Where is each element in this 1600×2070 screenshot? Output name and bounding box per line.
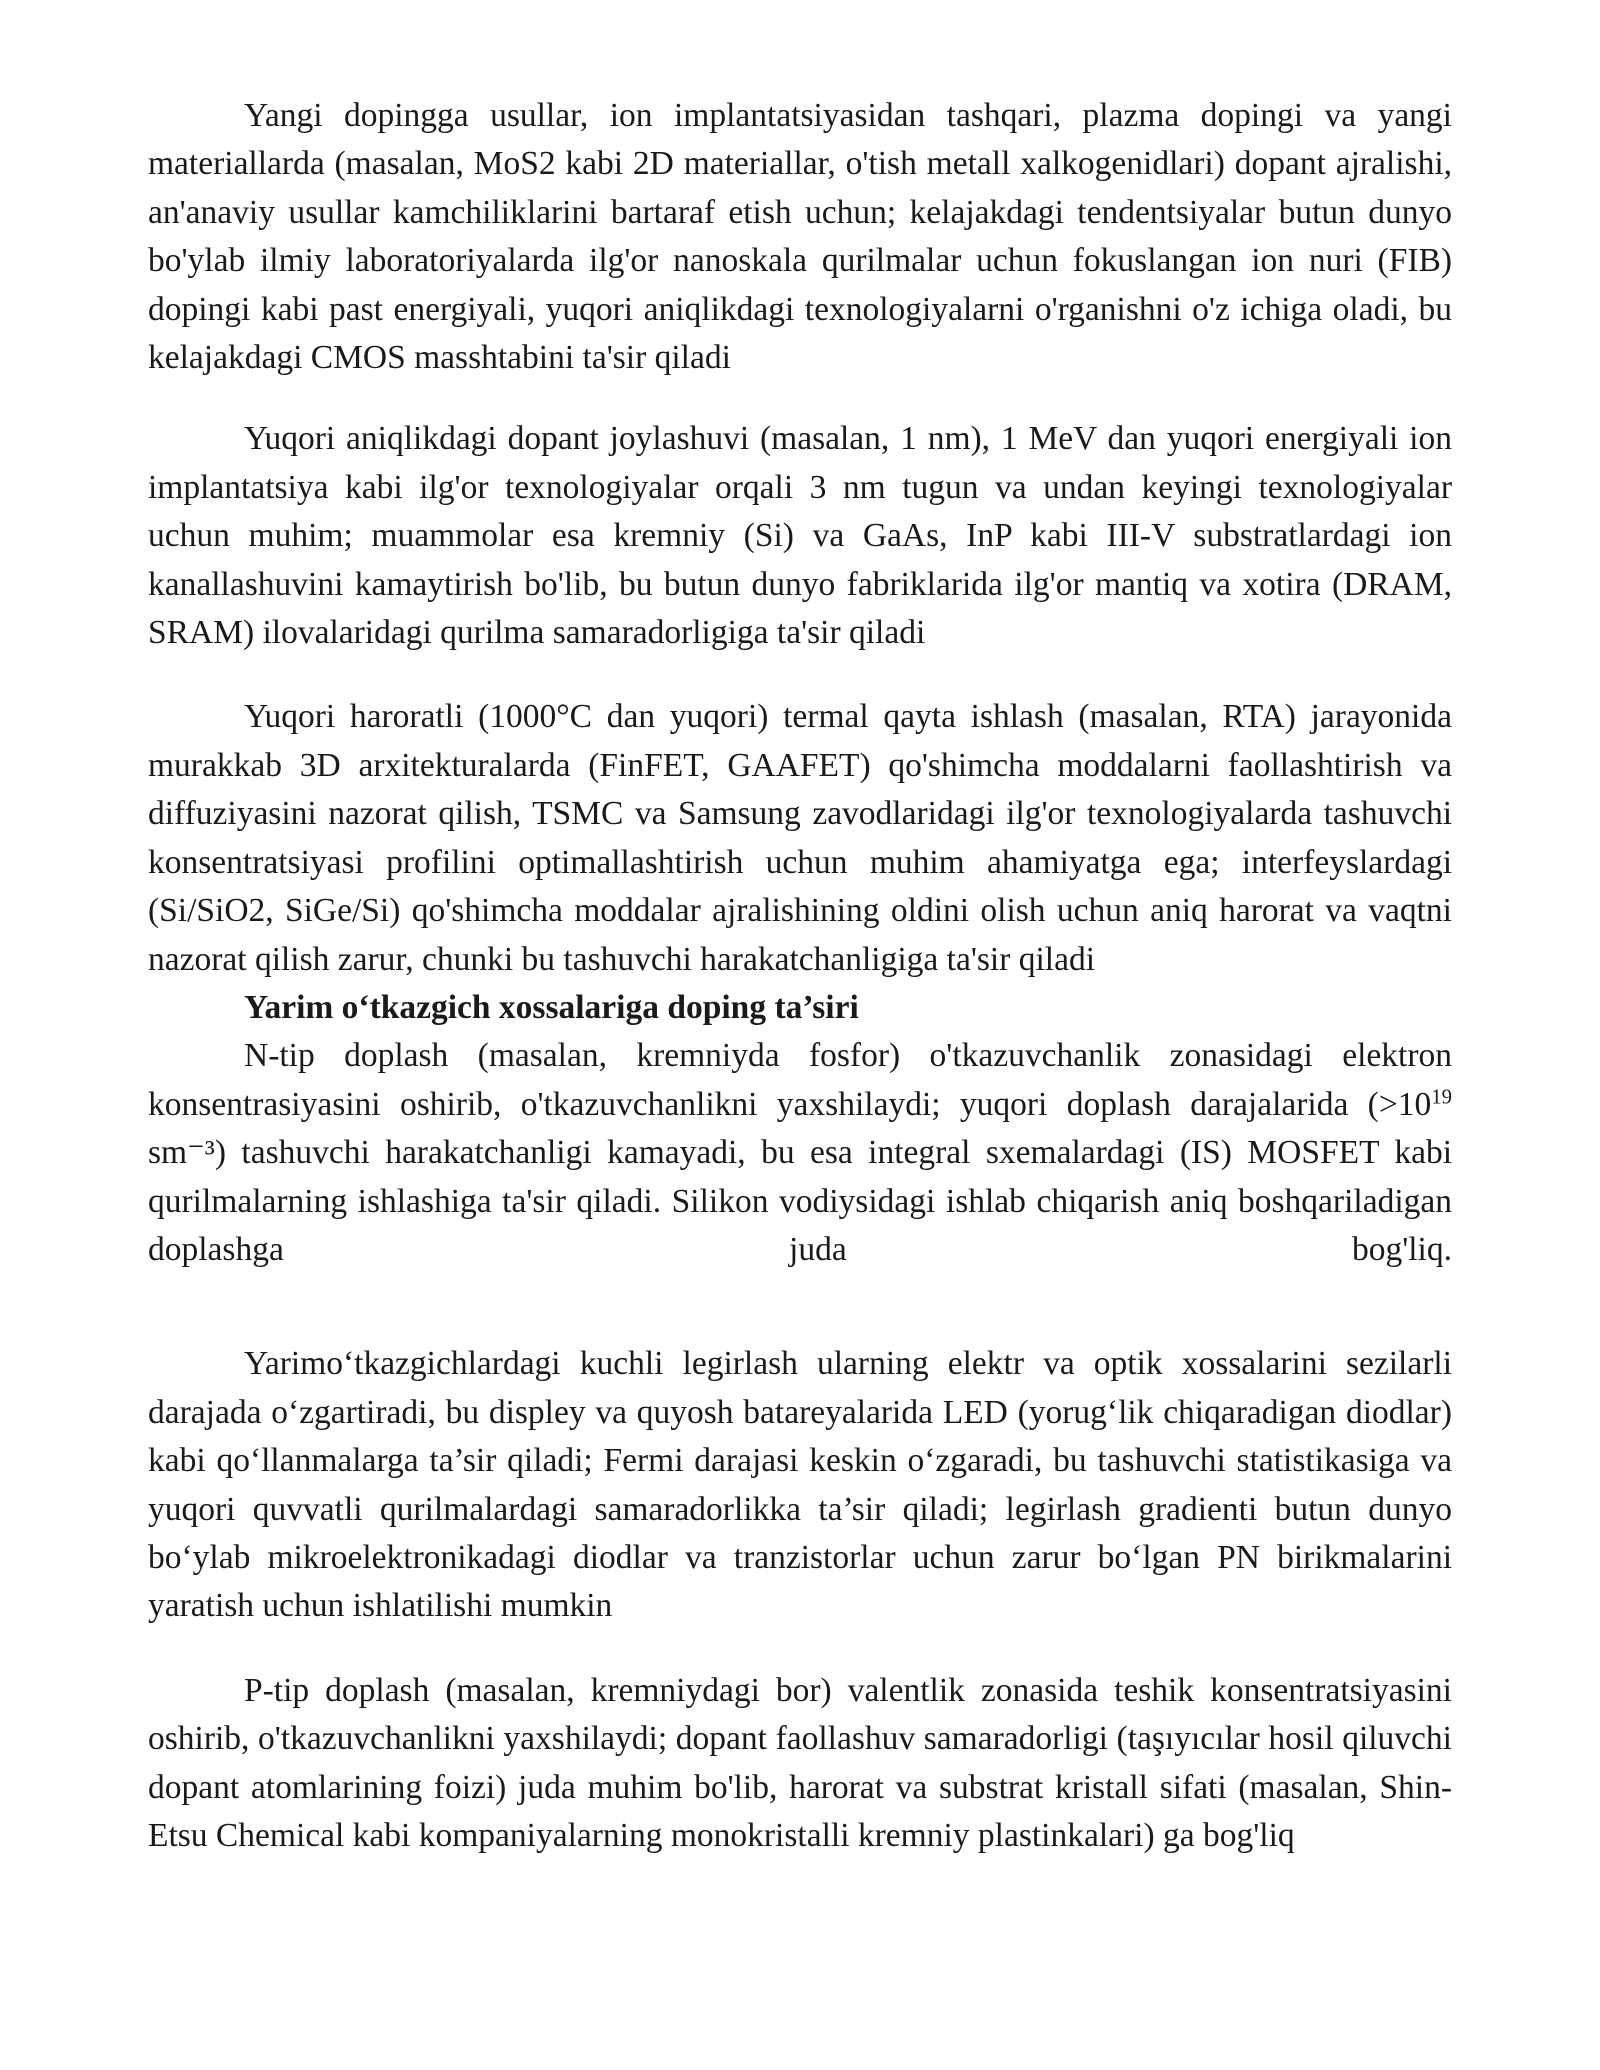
n-type-exponent: 19 bbox=[1431, 1085, 1452, 1109]
n-type-unit-exponent: ⁻³ bbox=[187, 1134, 215, 1172]
n-type-text-2: sm bbox=[148, 1134, 188, 1172]
paragraph-heavy-doping: Yarimo‘tkazgichlardagi kuchli legirlash ularning elektr va optik xossalarini sezilarli darajada o‘zgartiradi, bu displey va quyosh batareyalarida LED (yorug‘lik chiqaradigan diodlar) kabi qo‘llanmalarga ta’sir qiladi; Fermi darajasi keskin o‘zgaradi, bu tashuvchi statistikasiga va yuqori quvvatli qurilmalardagi samaradorlikka ta’sir qiladi; legirlash gradienti butun dunyo bo‘ylab mikroelektronikadagi diodlar va tranzistorlar uchun zarur bo‘lgan PN birikmalarini yaratish uchun ishlatilishi mumkin bbox=[148, 1345, 1452, 1625]
document-page bbox=[148, 92, 1452, 1860]
paragraph-n-type-doping bbox=[148, 1032, 1452, 1274]
n-type-text-3: ) tashuvchi harakatchanligi kamayadi, bu esa integral sxemalardagi (IS) MOSFET kabi qurilmalarning ishlashiga ta'sir qiladi. Silikon vodiysidagi ishlab chiqarish aniq boshqariladigan doplashga juda bog'liq. bbox=[148, 1134, 1452, 1268]
paragraph-new-doping-methods: Yangi dopingga usullar, ion implantatsiyasidan tashqari, plazma dopingi va yangi materiallarda (masalan, MoS2 kabi 2D materiallar, o'tish metall xalkogenidlari) dopant ajralishi, an'anaviy usullar kamchiliklarini bartaraf etish uchun; kelajakdagi tendentsiyalar butun dunyo bo'ylab ilmiy laboratoriyalarda ilg'or nanoskala qurilmalar uchun fokuslangan ion nuri (FIB) dopingi kabi past energiyali, yuqori aniqlikdagi texnologiyalarni o'rganishni o'z ichiga oladi, bu kelajakdagi CMOS masshtabini ta'sir qiladi bbox=[148, 97, 1452, 377]
paragraph-thermal-processing: Yuqori haroratli (1000°C dan yuqori) termal qayta ishlash (masalan, RTA) jarayonida murakkab 3D arxitekturalarda (FinFET, GAAFET) qo'shimcha moddalarni faollashtirish va diffuziyasini nazorat qilish, TSMC va Samsung zavodlaridagi ilg'or texnologiyalarda tashuvchi konsentratsiyasi profilini optimallashtirish uchun muhim ahamiyatga ega; interfeyslardagi (Si/SiO2, SiGe/Si) qo'shimcha moddalar ajralishining oldini olish uchun aniq harorat va vaqtni nazorat qilish zarur, chunki bu tashuvchi harakatchanligiga ta'sir qiladi bbox=[148, 698, 1452, 978]
paragraph-precision-dopant-placement: Yuqori aniqlikdagi dopant joylashuvi (masalan, 1 nm), 1 MeV dan yuqori energiyali ion implantatsiya kabi ilg'or texnologiyalar orqali 3 nm tugun va undan keyingi texnologiyalar uchun muhim; muammolar esa kremniy (Si) va GaAs, InP kabi III-V substratlardagi ion kanallashuvini kamaytirish bo'lib, bu butun dunyo fabriklarida ilg'or mantiq va xotira (DRAM, SRAM) ilovalaridagi qurilma samaradorligiga ta'sir qiladi bbox=[148, 420, 1452, 652]
n-type-text-1: N-tip doplash (masalan, kremniyda fosfor) o'tkazuvchanlik zonasidagi elektron konsentrasiyasini oshirib, o'tkazuvchanlikni yaxshilaydi; yuqori doplash darajalarida (>10 bbox=[148, 1037, 1452, 1123]
paragraph-p-type-doping: P-tip doplash (masalan, kremniydagi bor) valentlik zonasida teshik konsentratsiyasini oshirib, o'tkazuvchanlikni yaxshilaydi; dopant faollashuv samaradorligi (taşıyıcılar hosil qiluvchi dopant atomlarining foizi) juda muhim bo'lib, harorat va substrat kristall sifati (masalan, Shin-Etsu Chemical kabi kompaniyalarning monokristalli kremniy plastinkalari) ga bog'liq bbox=[148, 1671, 1452, 1854]
section-heading: Yarim o‘tkazgich xossalariga doping ta’siri bbox=[244, 988, 859, 1026]
